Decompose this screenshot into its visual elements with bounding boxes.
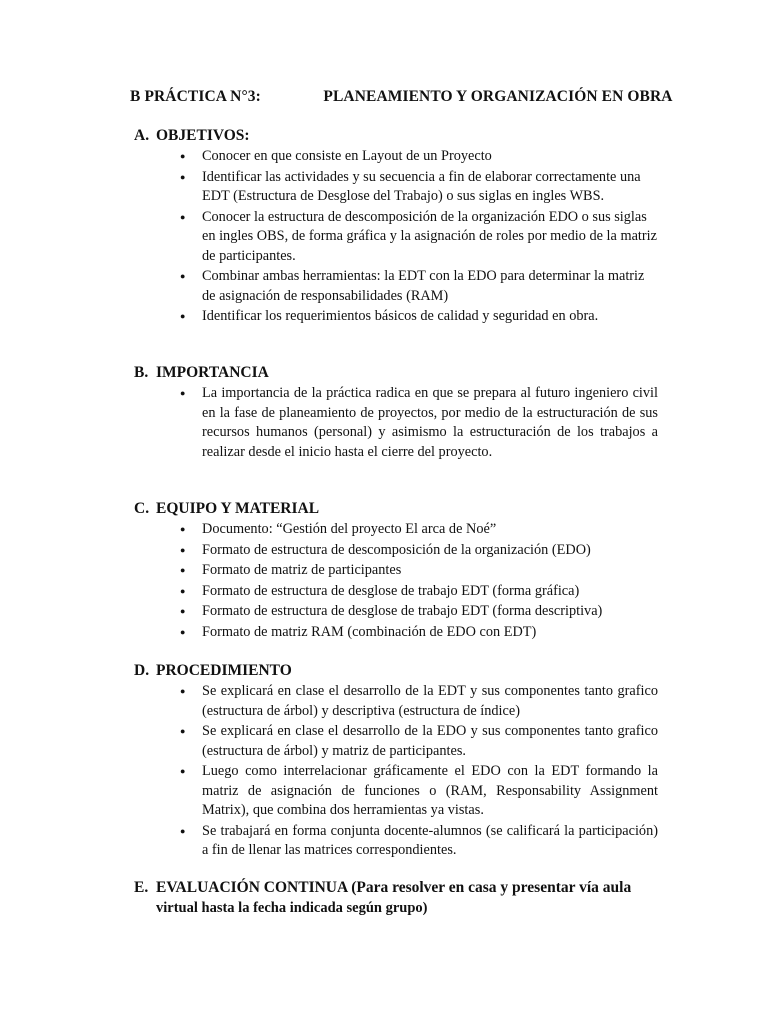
bullet-icon: ● [180,766,186,776]
practice-title [130,88,673,106]
list-item: ● Se trabajará en forma conjunta docente-alumnos (se calificará la participación) a fin de llenar las matrices correspondientes. [180,822,658,858]
practice-number: PRÁCTICA N°3: [144,88,261,105]
list-item: ● Luego como interrelacionar gráficamente el EDO con la EDT formando la matriz de asignación de funciones o (RAM, Responsability Assignment Matrix), que combina dos herramientas ya vistas. [180,763,658,818]
list-item: ● Identificar las actividades y su secuencia a fin de elaborar correctamente una EDT (Estructura de Desglose del Trabajo) o sus siglas en ingles WBS. [180,168,641,204]
section-a-heading [134,127,250,145]
section-a-letter: A. [134,127,150,144]
section-c-title: EQUIPO Y MATERIAL [156,500,320,517]
practice-name: PLANEAMIENTO Y ORGANIZACIÓN EN OBRA [323,88,673,105]
section-d-letter: D. [134,662,150,679]
list-item: ● Combinar ambas herramientas: la EDT con la EDO para determinar la matriz de asignación de responsabilidades (RAM) [180,268,645,304]
section-e-title: EVALUACIÓN CONTINUA [156,879,348,896]
bullet-icon: ● [180,311,186,321]
list-item: ● Formato de estructura de descomposición de la organización (EDO) [180,541,658,561]
list-item: ● Formato de matriz RAM (combinación de EDO con EDT) [180,623,658,643]
section-b-title: IMPORTANCIA [156,364,269,381]
list-item: ● La importancia de la práctica radica en que se prepara al futuro ingeniero civil en la fase de planeamiento de proyectos, por medio de la estructuración de sus recursos humanos (personal) y asimismo la estructuración de los trabajos a realizar desde el inicio hasta el cierre del proyecto. [180,385,658,460]
section-c-heading [134,500,319,518]
list-item: ● Formato de estructura de desglose de trabajo EDT (forma gráfica) [180,582,658,602]
section-a-title: OBJETIVOS: [156,127,250,144]
section-e-note-line1: (Para resolver en casa y presentar vía aula [351,879,632,896]
bullet-icon: ● [180,171,186,182]
bullet-icon: ● [180,565,186,575]
list-item: ● Identificar los requerimientos básicos de calidad y seguridad en obra. [180,307,658,327]
section-e-note-line2: virtual hasta la fecha indicada según grupo) [156,900,428,916]
bullet-icon: ● [180,211,186,222]
section-d-title: PROCEDIMIENTO [156,662,292,679]
bullet-icon: ● [180,606,186,616]
list-item: ● Formato de matriz de participantes [180,561,658,581]
section-e-letter: E. [134,879,149,896]
bullet-icon: ● [180,271,186,281]
list-item: ● Conocer la estructura de descomposición de la organización EDO o sus siglas en ingles OBS, de forma gráfica y la asignación de roles por medio de la matriz de participantes. [180,208,657,264]
section-b-letter: B. [134,364,149,381]
section-d-heading [134,662,292,680]
list-item: ● Formato de estructura de desglose de trabajo EDT (forma descriptiva) [180,602,658,622]
section-a-list [180,147,658,328]
bullet-icon: ● [180,585,186,596]
bullet-icon: ● [180,686,186,696]
bullet-icon: ● [180,388,186,398]
list-item: ● Se explicará en clase el desarrollo de la EDO y sus componentes tanto grafico (estructura de árbol) y matriz de participantes. [180,723,658,759]
bullet-icon: ● [180,544,186,555]
section-c-letter: C. [134,500,150,517]
section-b-heading [134,364,269,382]
title-prefix: B [130,88,141,105]
bullet-icon: ● [180,626,186,637]
bullet-icon: ● [180,726,186,736]
bullet-icon: ● [180,524,186,534]
section-e-heading [134,879,631,897]
list-item: ● Se explicará en clase el desarrollo de la EDT y sus componentes tanto grafico (estructura de árbol) y descriptiva (estructura de índice) [180,683,658,719]
list-item: ● Documento: “Gestión del proyecto El arca de Noé” [180,520,658,540]
section-b-list [180,384,658,463]
bullet-icon: ● [180,151,186,161]
list-item: ● Conocer en que consiste en Layout de un Proyecto [180,147,658,167]
section-c-list [180,520,658,643]
bullet-icon: ● [180,825,186,836]
section-d-list [180,682,658,862]
